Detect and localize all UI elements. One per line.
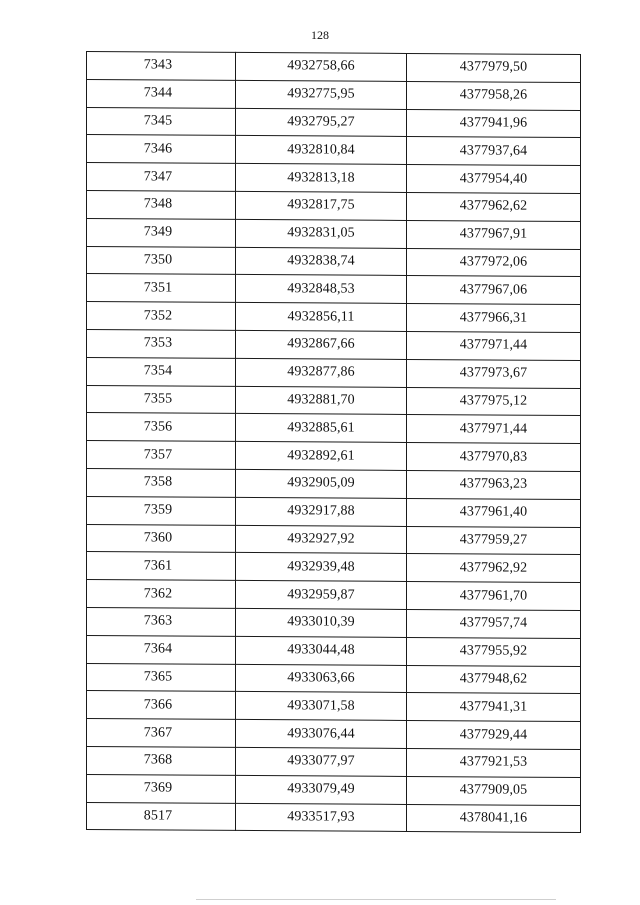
table-row — [87, 580, 581, 611]
point-number-cell: 7350 — [87, 246, 236, 275]
point-number-cell: 7367 — [87, 719, 236, 748]
table-row — [87, 329, 581, 360]
table-row — [87, 552, 581, 583]
coordinates-table-container — [86, 51, 580, 833]
y-coordinate-cell: 4378041,16 — [407, 804, 581, 833]
x-coordinate-cell: 4933044,48 — [236, 636, 407, 665]
table-row — [87, 302, 581, 333]
y-coordinate-cell: 4377954,40 — [407, 165, 581, 194]
y-coordinate-cell: 4377967,91 — [407, 220, 581, 249]
point-number-cell: 7363 — [87, 607, 236, 636]
table-row — [87, 468, 581, 499]
y-coordinate-cell: 4377970,83 — [407, 443, 581, 472]
y-coordinate-cell: 4377921,53 — [407, 748, 581, 777]
point-number-cell: 7369 — [87, 774, 236, 803]
point-number-cell: 7353 — [87, 329, 236, 358]
x-coordinate-cell: 4932885,61 — [236, 414, 407, 443]
table-row — [87, 746, 581, 777]
table-row — [87, 691, 581, 722]
x-coordinate-cell: 4933010,39 — [236, 608, 407, 637]
y-coordinate-cell: 4377979,50 — [407, 53, 581, 82]
x-coordinate-cell: 4932917,88 — [236, 497, 407, 526]
table-row — [87, 413, 581, 444]
table-row — [87, 496, 581, 527]
point-number-cell: 7347 — [87, 163, 236, 192]
point-number-cell: 7344 — [87, 79, 236, 108]
y-coordinate-cell: 4377971,44 — [407, 331, 581, 360]
point-number-cell: 7362 — [87, 580, 236, 609]
y-coordinate-cell: 4377957,74 — [407, 609, 581, 638]
x-coordinate-cell: 4932810,84 — [236, 136, 407, 165]
y-coordinate-cell: 4377929,44 — [407, 721, 581, 750]
table-row — [87, 385, 581, 416]
table-row — [87, 107, 581, 138]
y-coordinate-cell: 4377955,92 — [407, 637, 581, 666]
point-number-cell: 7359 — [87, 496, 236, 525]
y-coordinate-cell: 4377973,67 — [407, 359, 581, 388]
y-coordinate-cell: 4377971,44 — [407, 415, 581, 444]
x-coordinate-cell: 4932877,86 — [236, 358, 407, 387]
table-row — [87, 357, 581, 388]
x-coordinate-cell: 4932856,11 — [236, 303, 407, 332]
point-number-cell: 7366 — [87, 691, 236, 720]
coordinates-table-body — [87, 52, 581, 833]
x-coordinate-cell: 4933076,44 — [236, 720, 407, 749]
x-coordinate-cell: 4932831,05 — [236, 219, 407, 248]
y-coordinate-cell: 4377967,06 — [407, 276, 581, 305]
x-coordinate-cell: 4932927,92 — [236, 525, 407, 554]
y-coordinate-cell: 4377962,62 — [407, 192, 581, 221]
page-bottom-rule — [196, 899, 556, 900]
y-coordinate-cell: 4377972,06 — [407, 248, 581, 277]
x-coordinate-cell: 4932959,87 — [236, 581, 407, 610]
table-row — [87, 274, 581, 305]
point-number-cell: 8517 — [87, 802, 236, 831]
x-coordinate-cell: 4932892,61 — [236, 442, 407, 471]
point-number-cell: 7364 — [87, 635, 236, 664]
table-row — [87, 802, 581, 833]
coordinates-table — [86, 51, 581, 833]
x-coordinate-cell: 4932758,66 — [236, 52, 407, 81]
x-coordinate-cell: 4932867,66 — [236, 330, 407, 359]
table-row — [87, 635, 581, 666]
y-coordinate-cell: 4377961,70 — [407, 582, 581, 611]
page-number: 128 — [311, 28, 329, 42]
table-row — [87, 52, 581, 83]
x-coordinate-cell: 4932905,09 — [236, 469, 407, 498]
point-number-cell: 7343 — [87, 52, 236, 81]
point-number-cell: 7368 — [87, 746, 236, 775]
x-coordinate-cell: 4933517,93 — [236, 803, 407, 832]
table-row — [87, 190, 581, 221]
x-coordinate-cell: 4932817,75 — [236, 191, 407, 220]
point-number-cell: 7349 — [87, 218, 236, 247]
y-coordinate-cell: 4377963,23 — [407, 470, 581, 499]
x-coordinate-cell: 4933071,58 — [236, 692, 407, 721]
x-coordinate-cell: 4933063,66 — [236, 664, 407, 693]
x-coordinate-cell: 4932848,53 — [236, 275, 407, 304]
point-number-cell: 7352 — [87, 302, 236, 331]
table-row — [87, 246, 581, 277]
table-row — [87, 719, 581, 750]
y-coordinate-cell: 4377941,96 — [407, 109, 581, 138]
table-row — [87, 774, 581, 805]
x-coordinate-cell: 4932775,95 — [236, 80, 407, 109]
point-number-cell: 7358 — [87, 468, 236, 497]
x-coordinate-cell: 4932813,18 — [236, 164, 407, 193]
point-number-cell: 7346 — [87, 135, 236, 164]
table-row — [87, 135, 581, 166]
y-coordinate-cell: 4377958,26 — [407, 81, 581, 110]
table-row — [87, 218, 581, 249]
point-number-cell: 7360 — [87, 524, 236, 553]
point-number-cell: 7365 — [87, 663, 236, 692]
point-number-cell: 7361 — [87, 552, 236, 581]
table-row — [87, 79, 581, 110]
x-coordinate-cell: 4932795,27 — [236, 108, 407, 137]
table-row — [87, 163, 581, 194]
y-coordinate-cell: 4377948,62 — [407, 665, 581, 694]
x-coordinate-cell: 4932881,70 — [236, 386, 407, 415]
y-coordinate-cell: 4377962,92 — [407, 554, 581, 583]
y-coordinate-cell: 4377975,12 — [407, 387, 581, 416]
y-coordinate-cell: 4377937,64 — [407, 137, 581, 166]
y-coordinate-cell: 4377941,31 — [407, 693, 581, 722]
point-number-cell: 7357 — [87, 441, 236, 470]
table-row — [87, 441, 581, 472]
point-number-cell: 7356 — [87, 413, 236, 442]
x-coordinate-cell: 4932939,48 — [236, 553, 407, 582]
x-coordinate-cell: 4932838,74 — [236, 247, 407, 276]
point-number-cell: 7354 — [87, 357, 236, 386]
y-coordinate-cell: 4377909,05 — [407, 776, 581, 805]
point-number-cell: 7355 — [87, 385, 236, 414]
table-row — [87, 524, 581, 555]
table-row — [87, 607, 581, 638]
point-number-cell: 7345 — [87, 107, 236, 136]
x-coordinate-cell: 4933077,97 — [236, 747, 407, 776]
table-row — [87, 663, 581, 694]
y-coordinate-cell: 4377961,40 — [407, 498, 581, 527]
point-number-cell: 7351 — [87, 274, 236, 303]
point-number-cell: 7348 — [87, 190, 236, 219]
y-coordinate-cell: 4377966,31 — [407, 304, 581, 333]
x-coordinate-cell: 4933079,49 — [236, 775, 407, 804]
y-coordinate-cell: 4377959,27 — [407, 526, 581, 555]
